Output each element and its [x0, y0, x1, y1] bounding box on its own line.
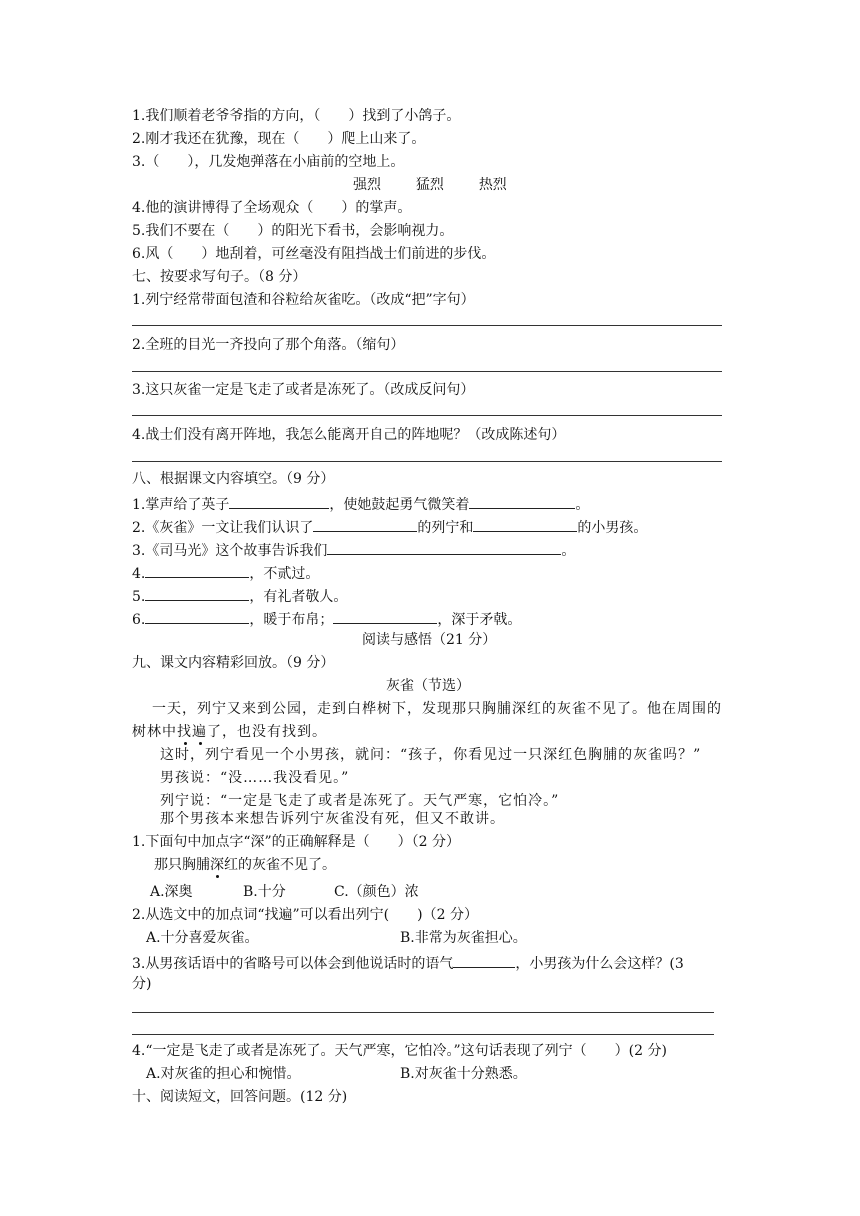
fill-blank[interactable]	[327, 539, 561, 555]
s8-q5	[132, 585, 347, 606]
text: 那只胸脯	[154, 857, 210, 873]
s6-q5: 5.我们不要在（ ）的阳光下看书，会影响视力。	[132, 223, 454, 239]
s6-q4: 4.他的演讲博得了全场观众（ ）的掌声。	[132, 200, 412, 216]
s9-q1-sentence	[154, 856, 336, 874]
passage-para-3: 男孩说：“没……我没看见。”	[160, 770, 350, 786]
s7-title: 七、按要求写句子。（8 分）	[132, 269, 307, 285]
s9-title: 九、课文内容精彩回放。（9 分）	[132, 655, 335, 671]
s8-q3	[132, 539, 575, 560]
answer-line[interactable]	[132, 461, 722, 462]
s6-q6: 6.风（ ）地刮着，可丝毫没有阻挡战士们前进的步伐。	[132, 246, 496, 262]
passage-para-1b	[132, 723, 327, 741]
passage-para-2: 这时，列宁看见一个小男孩，就问：“孩子，你看见过一只深红色胸脯的灰雀吗？”	[160, 747, 702, 763]
passage-para-1a: 一天，列宁又来到公园，走到白桦树下，发现那只胸脯深红的灰雀不见了。他在周围的	[152, 701, 722, 717]
s6-q1: 1.我们顺着老爷爷指的方向，（ ）找到了小鸽子。	[132, 108, 461, 124]
s9-q3	[132, 952, 684, 973]
s9-q4-option-a[interactable]: A.对灰雀的担心和惋惜。	[146, 1066, 301, 1082]
text: ，不贰过。	[249, 566, 320, 582]
dotted-char: 深	[210, 857, 224, 873]
text: 4.	[132, 566, 146, 582]
passage-title: 灰雀（节选）	[386, 678, 470, 694]
text: ，暖于布帛；	[249, 612, 334, 628]
dotted-char: 找	[177, 724, 192, 740]
text: 。	[561, 543, 576, 559]
s7-q4: 4.战士们没有离开阵地，我怎么能离开自己的阵地呢？（改成陈述句）	[132, 427, 566, 443]
answer-line[interactable]	[132, 371, 722, 372]
s9-q1-option-b[interactable]: B.十分	[243, 884, 286, 900]
text: ，深于矛戟。	[437, 612, 522, 628]
s9-q1: 1.下面句中加点字“深”的正确解释是（ ）（2 分）	[132, 834, 461, 850]
passage-para-5: 那个男孩本来想告诉列宁灰雀没有死，但又不敢讲。	[160, 811, 505, 827]
s10-title: 十、阅读短文，回答问题。(12 分)	[132, 1089, 348, 1105]
s6-word-bank	[353, 176, 507, 194]
s9-q3-cont: 分)	[132, 976, 152, 992]
s9-q2-option-a[interactable]: A.十分喜爱灰雀。	[146, 930, 259, 946]
s8-q6	[132, 608, 521, 629]
s9-q4: 4.“一定是飞走了或者是冻死了。天气严寒，它怕冷。”这句话表现了列宁（ ）(2 分)	[132, 1043, 667, 1059]
part-title: 阅读与感悟（21 分）	[362, 632, 497, 648]
fill-blank[interactable]	[229, 493, 329, 509]
text: 5.	[132, 589, 146, 605]
s8-title: 八、根据课文内容填空。（9 分）	[132, 471, 335, 487]
fill-blank[interactable]	[453, 952, 515, 968]
s9-q1-option-c[interactable]: C.（颜色）浓	[334, 884, 419, 900]
text: ，有礼者敬人。	[249, 589, 348, 605]
answer-line[interactable]	[132, 1012, 714, 1013]
s9-q1-option-a[interactable]: A.深奥	[150, 884, 193, 900]
s6-q3: 3.（ ），几发炮弹落在小庙前的空地上。	[132, 154, 405, 170]
text: 。	[575, 497, 590, 513]
text: 6.	[132, 612, 146, 628]
answer-line[interactable]	[132, 1034, 714, 1035]
s7-q3: 3.这只灰雀一定是飞走了或者是冻死了。（改成反问句）	[132, 382, 475, 398]
fill-blank[interactable]	[333, 608, 437, 624]
text: 的小男孩。	[577, 520, 648, 536]
text: 3.从男孩话语中的省略号可以体会到他说话时的语气	[132, 956, 454, 972]
text: 1.掌声给了英子	[132, 497, 230, 513]
s8-q1	[132, 493, 589, 514]
s8-q2	[132, 516, 647, 537]
text: 的列宁和	[417, 520, 474, 536]
text: ，小男孩为什么会这样？(3	[515, 956, 684, 972]
s8-q4	[132, 562, 319, 583]
fill-blank[interactable]	[145, 608, 249, 624]
s9-q2: 2.从选文中的加点词“找遍”可以看出列宁( )（2 分）	[132, 907, 478, 923]
fill-blank[interactable]	[145, 562, 249, 578]
text: ，使她鼓起勇气微笑着	[329, 497, 470, 513]
word-option: 热烈	[478, 177, 507, 193]
s9-q2-option-b[interactable]: B.非常为灰雀担心。	[400, 930, 527, 946]
fill-blank[interactable]	[313, 516, 417, 532]
s7-q1: 1.列宁经常带面包渣和谷粒给灰雀吃。（改成“把”字句）	[132, 292, 475, 308]
answer-line[interactable]	[132, 415, 722, 416]
text: 2.《灰雀》一文让我们认识了	[132, 520, 314, 536]
text: 红的灰雀不见了。	[224, 857, 336, 873]
passage-para-4: 列宁说：“一定是飞走了或者是冻死了。天气严寒，它怕冷。”	[160, 793, 560, 809]
s6-q2: 2.刚才我还在犹豫，现在（ ）爬上山来了。	[132, 131, 426, 147]
s9-q4-option-b[interactable]: B.对灰雀十分熟悉。	[400, 1066, 527, 1082]
fill-blank[interactable]	[145, 585, 249, 601]
answer-line[interactable]	[132, 325, 722, 326]
word-option: 强烈	[353, 177, 381, 193]
text: 了，也没有找到。	[207, 724, 327, 740]
s7-q2: 2.全班的目光一齐投向了那个角落。（缩句）	[132, 337, 405, 353]
text: 3.《司马光》这个故事告诉我们	[132, 543, 328, 559]
word-option: 猛烈	[415, 177, 444, 193]
dotted-char: 遍	[192, 724, 207, 740]
fill-blank[interactable]	[473, 516, 577, 532]
fill-blank[interactable]	[469, 493, 575, 509]
text: 树林中	[132, 724, 177, 740]
